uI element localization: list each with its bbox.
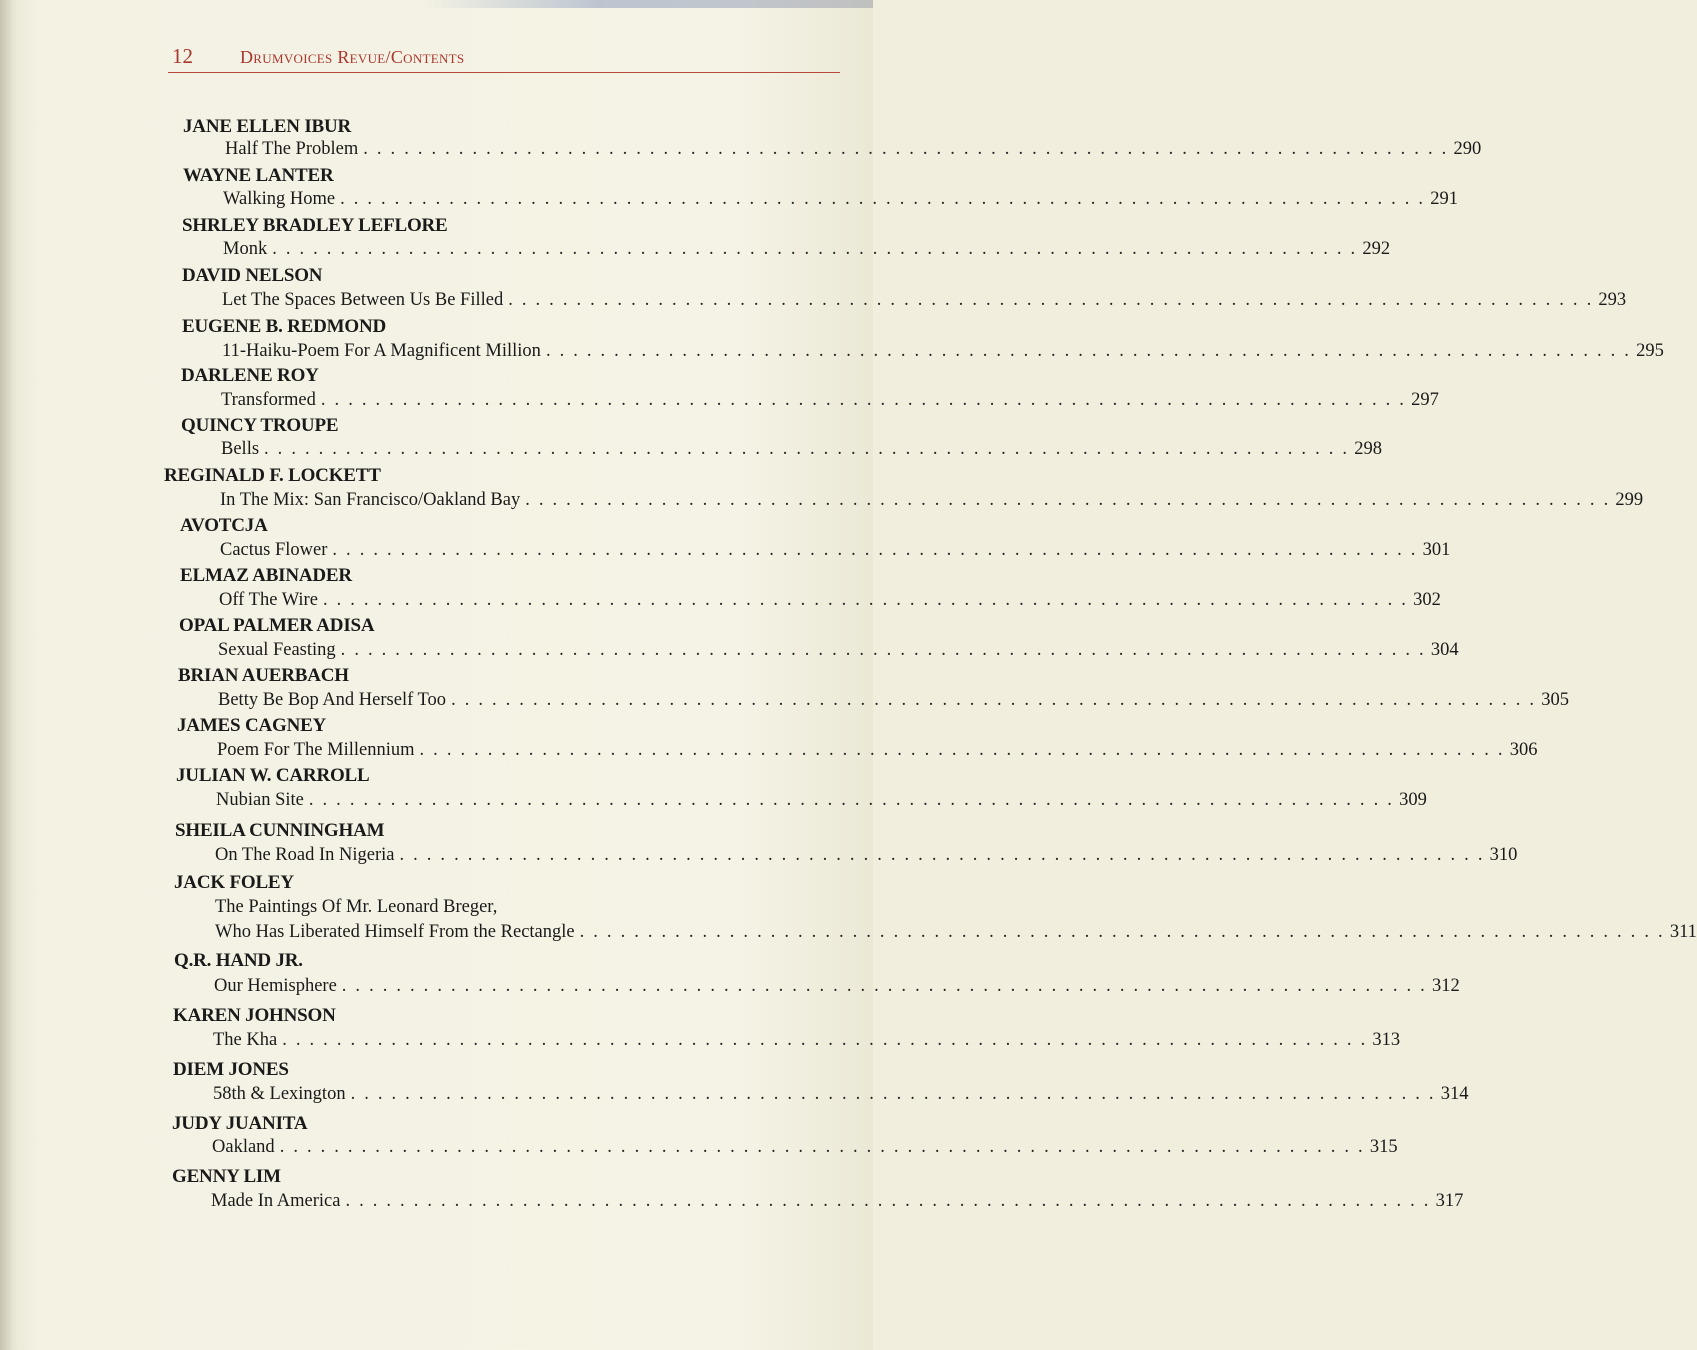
entry-page: 295 — [1636, 341, 1664, 361]
entry-page: 304 — [1430, 640, 1459, 660]
dot-leader: . . . . . . . . . . . . . . . . . . . . . . . . . . . . . . . . . . . . . . . . . . . . . . . . . . . . . . . . . . . . . . . . . . . . . . . . . . . . . . . . — [508, 290, 1594, 310]
dot-leader: . . . . . . . . . . . . . . . . . . . . . . . . . . . . . . . . . . . . . . . . . . . . . . . . . . . . . . . . . . . . . . . . . . . . . . . . . . . . . . . . — [340, 640, 1426, 660]
entry-page: 299 — [1615, 490, 1644, 510]
entry-title: Bells — [221, 439, 260, 459]
entry-title: The Kha — [213, 1030, 278, 1050]
dot-leader: . . . . . . . . . . . . . . . . . . . . . . . . . . . . . . . . . . . . . . . . . . . . . . . . . . . . . . . . . . . . . . . . . . . . . . . . . . . . . . . . — [350, 1084, 1436, 1104]
toc-entry[interactable] — [219, 590, 1441, 611]
entry-page: 313 — [1372, 1030, 1401, 1050]
toc-entry[interactable] — [220, 540, 1451, 561]
toc-entry[interactable] — [211, 1191, 1464, 1212]
entry-title: Who Has Liberated Himself From the Rectangle — [215, 922, 575, 942]
dot-leader: . . . . . . . . . . . . . . . . . . . . . . . . . . . . . . . . . . . . . . . . . . . . . . . . . . . . . . . . . . . . . . . . . . . . . . . . . . . . . . . . — [399, 845, 1485, 865]
author-name: KAREN JOHNSON — [173, 1005, 336, 1026]
entry-title: Made In America — [211, 1191, 341, 1211]
toc-entry[interactable] — [216, 790, 1427, 811]
author-name: JACK FOLEY — [174, 872, 294, 893]
entry-page: 315 — [1369, 1137, 1398, 1157]
dot-leader: . . . . . . . . . . . . . . . . . . . . . . . . . . . . . . . . . . . . . . . . . . . . . . . . . . . . . . . . . . . . . . . . . . . . . . . . . . . . . . . . — [282, 1030, 1368, 1050]
entry-title: Off The Wire — [219, 590, 318, 610]
toc-entry[interactable] — [217, 740, 1538, 761]
dot-leader: . . . . . . . . . . . . . . . . . . . . . . . . . . . . . . . . . . . . . . . . . . . . . . . . . . . . . . . . . . . . . . . . . . . . . . . . . . . . . . . . — [419, 740, 1505, 760]
toc-entry[interactable] — [213, 1084, 1469, 1105]
entry-page: 306 — [1509, 740, 1538, 760]
author-name: DARLENE ROY — [181, 365, 319, 386]
toc-entry[interactable] — [221, 390, 1439, 411]
dot-leader: . . . . . . . . . . . . . . . . . . . . . . . . . . . . . . . . . . . . . . . . . . . . . . . . . . . . . . . . . . . . . . . . . . . . . . . . . . . . . . . . — [320, 390, 1407, 410]
author-name: Q.R. HAND JR. — [174, 950, 303, 971]
entry-page: 297 — [1411, 390, 1439, 410]
entry-title: Oakland — [212, 1137, 275, 1157]
toc-entry[interactable] — [222, 290, 1627, 311]
entry-page: 302 — [1413, 590, 1441, 610]
dot-leader: . . . . . . . . . . . . . . . . . . . . . . . . . . . . . . . . . . . . . . . . . . . . . . . . . . . . . . . . . . . . . . . . . . . . . . . . . . . . . . . . — [279, 1137, 1365, 1157]
author-name: BRIAN AUERBACH — [178, 665, 349, 686]
toc-entry[interactable] — [215, 845, 1518, 866]
entry-title: Cactus Flower — [220, 540, 328, 560]
entry-title-line1[interactable]: The Paintings Of Mr. Leonard Breger, — [215, 897, 498, 917]
author-name: AVOTCJA — [180, 515, 268, 536]
dot-leader: . . . . . . . . . . . . . . . . . . . . . . . . . . . . . . . . . . . . . . . . . . . . . . . . . . . . . . . . . . . . . . . . . . . . . . . . . . . . . . . . — [545, 341, 1632, 361]
entry-page: 291 — [1430, 189, 1458, 209]
dot-leader: . . . . . . . . . . . . . . . . . . . . . . . . . . . . . . . . . . . . . . . . . . . . . . . . . . . . . . . . . . . . . . . . . . . . . . . . . . . . . . . . — [332, 540, 1418, 560]
entry-title: On The Road In Nigeria — [215, 845, 395, 865]
author-name: ELMAZ ABINADER — [180, 565, 352, 586]
toc-entry[interactable] — [223, 189, 1458, 210]
author-name: JUDY JUANITA — [172, 1113, 308, 1134]
entry-title: In The Mix: San Francisco/Oakland Bay — [220, 490, 521, 510]
entry-page: 298 — [1354, 439, 1382, 459]
entry-title: Nubian Site — [216, 790, 304, 810]
dot-leader: . . . . . . . . . . . . . . . . . . . . . . . . . . . . . . . . . . . . . . . . . . . . . . . . . . . . . . . . . . . . . . . . . . . . . . . . . . . . . . . . — [525, 490, 1611, 510]
entry-title: 58th & Lexington — [213, 1084, 346, 1104]
toc-entry[interactable] — [222, 341, 1664, 362]
entry-page: 309 — [1399, 790, 1427, 810]
author-name: DAVID NELSON — [182, 265, 323, 286]
author-name: OPAL PALMER ADISA — [179, 615, 375, 636]
entry-page: 310 — [1489, 845, 1518, 865]
dot-leader: . . . . . . . . . . . . . . . . . . . . . . . . . . . . . . . . . . . . . . . . . . . . . . . . . . . . . . . . . . . . . . . . . . . . . . . . . . . . . . . . — [341, 976, 1427, 996]
entry-page: 290 — [1453, 139, 1482, 159]
entry-title: Betty Be Bop And Herself Too — [218, 690, 447, 710]
entry-title: Monk — [223, 239, 268, 259]
toc-entry[interactable] — [225, 139, 1482, 160]
entry-page: 292 — [1362, 239, 1391, 259]
entry-title: Poem For The Millennium — [217, 740, 415, 760]
toc-entry[interactable] — [215, 922, 1697, 943]
entry-page: 312 — [1431, 976, 1460, 996]
entry-page: 314 — [1440, 1084, 1469, 1104]
page-number: 12 — [172, 44, 193, 68]
dot-leader: . . . . . . . . . . . . . . . . . . . . . . . . . . . . . . . . . . . . . . . . . . . . . . . . . . . . . . . . . . . . . . . . . . . . . . . . . . . . . . . . — [579, 922, 1665, 942]
dot-leader: . . . . . . . . . . . . . . . . . . . . . . . . . . . . . . . . . . . . . . . . . . . . . . . . . . . . . . . . . . . . . . . . . . . . . . . . . . . . . . . . — [340, 189, 1426, 209]
dot-leader: . . . . . . . . . . . . . . . . . . . . . . . . . . . . . . . . . . . . . . . . . . . . . . . . . . . . . . . . . . . . . . . . . . . . . . . . . . . . . . . . — [264, 439, 1350, 459]
toc-entry[interactable] — [223, 239, 1391, 260]
entry-title: Our Hemisphere — [214, 976, 337, 996]
dot-leader: . . . . . . . . . . . . . . . . . . . . . . . . . . . . . . . . . . . . . . . . . . . . . . . . . . . . . . . . . . . . . . . . . . . . . . . . . . . . . . . . — [272, 239, 1358, 259]
entry-title: 11-Haiku-Poem For A Magnificent Million — [222, 341, 541, 361]
author-name: JAMES CAGNEY — [177, 715, 327, 736]
dot-leader: . . . . . . . . . . . . . . . . . . . . . . . . . . . . . . . . . . . . . . . . . . . . . . . . . . . . . . . . . . . . . . . . . . . . . . . . . . . . . . . . — [451, 690, 1537, 710]
dot-leader: . . . . . . . . . . . . . . . . . . . . . . . . . . . . . . . . . . . . . . . . . . . . . . . . . . . . . . . . . . . . . . . . . . . . . . . . . . . . . . . . — [308, 790, 1395, 810]
dot-leader: . . . . . . . . . . . . . . . . . . . . . . . . . . . . . . . . . . . . . . . . . . . . . . . . . . . . . . . . . . . . . . . . . . . . . . . . . . . . . . . . — [322, 590, 1409, 610]
entry-page: 317 — [1435, 1191, 1464, 1211]
toc-entry[interactable] — [212, 1137, 1398, 1158]
entry-page: 301 — [1422, 540, 1451, 560]
author-name: JULIAN W. CARROLL — [176, 765, 370, 786]
running-title: Drumvoices Revue/Contents — [240, 47, 465, 67]
author-name: SHRLEY BRADLEY LEFLORE — [182, 215, 448, 236]
author-name: GENNY LIM — [172, 1166, 281, 1187]
entry-title: Let The Spaces Between Us Be Filled — [222, 290, 504, 310]
entry-title: Sexual Feasting — [218, 640, 336, 660]
toc-entry[interactable] — [218, 640, 1459, 661]
author-name: WAYNE LANTER — [183, 165, 334, 186]
author-name: REGINALD F. LOCKETT — [164, 465, 381, 486]
author-name: QUINCY TROUPE — [181, 415, 339, 436]
entry-title: Transformed — [221, 390, 316, 410]
entry-title: Half The Problem — [225, 139, 359, 159]
dot-leader: . . . . . . . . . . . . . . . . . . . . . . . . . . . . . . . . . . . . . . . . . . . . . . . . . . . . . . . . . . . . . . . . . . . . . . . . . . . . . . . . — [363, 139, 1449, 159]
entry-page: 305 — [1541, 690, 1569, 710]
author-name: DIEM JONES — [173, 1059, 289, 1080]
entry-page: 311 — [1669, 922, 1697, 942]
author-name: JANE ELLEN IBUR — [183, 116, 352, 137]
author-name: SHEILA CUNNINGHAM — [175, 820, 385, 841]
toc-entry[interactable] — [213, 1030, 1401, 1051]
author-name: EUGENE B. REDMOND — [182, 316, 387, 337]
toc-entry[interactable] — [220, 490, 1644, 511]
entry-title: Walking Home — [223, 189, 336, 209]
toc-entry[interactable] — [214, 976, 1460, 997]
toc-entry[interactable] — [221, 439, 1382, 460]
toc-entry[interactable] — [218, 690, 1569, 711]
dot-leader: . . . . . . . . . . . . . . . . . . . . . . . . . . . . . . . . . . . . . . . . . . . . . . . . . . . . . . . . . . . . . . . . . . . . . . . . . . . . . . . . — [345, 1191, 1431, 1211]
entry-page: 293 — [1598, 290, 1627, 310]
